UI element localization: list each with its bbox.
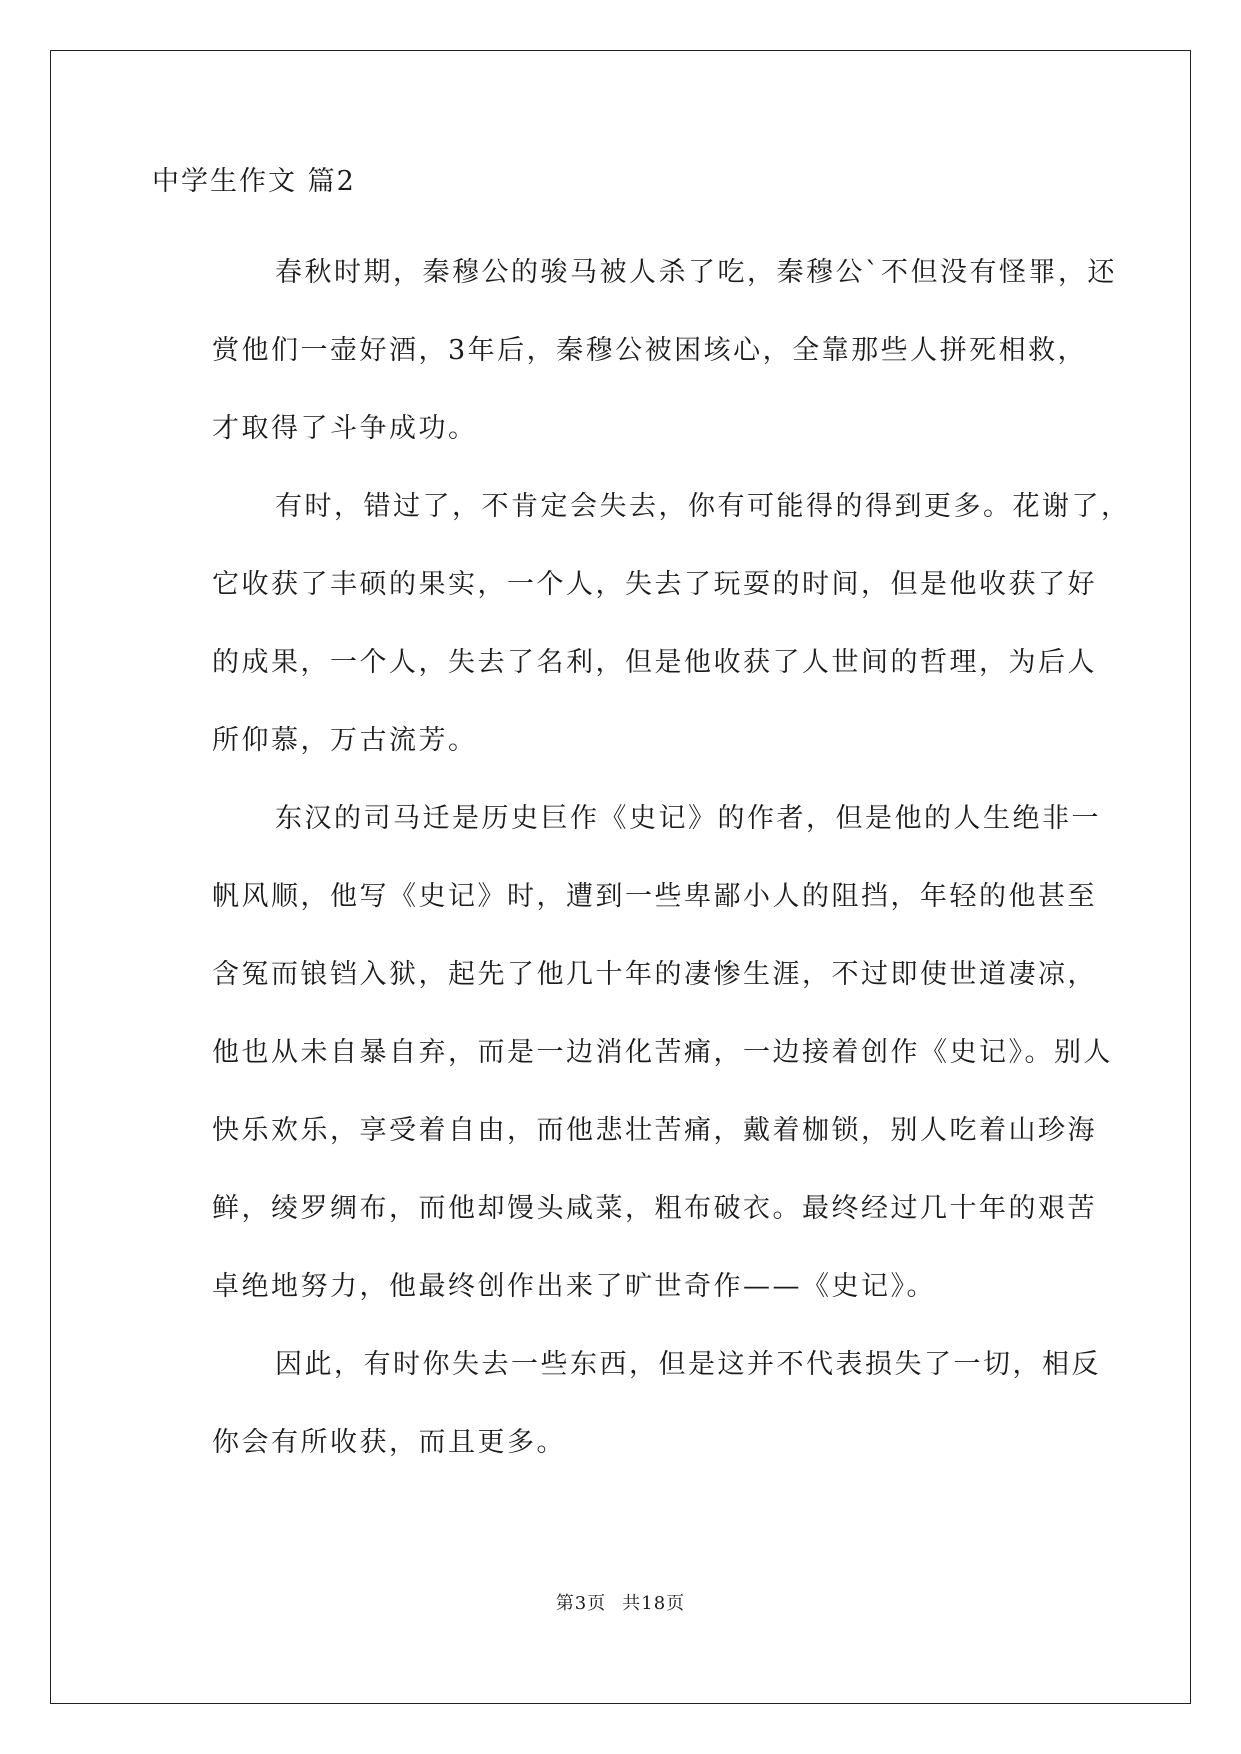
- essay-title: 中学生作文 篇2: [152, 166, 356, 197]
- text-line: 卓绝地努力，他最终创作出来了旷世奇作——《史记》。: [212, 1271, 936, 1302]
- text-line: 东汉的司马迁是历史巨作《史记》的作者，但是他的人生绝非一: [275, 803, 1101, 834]
- page-total: 共18页: [622, 1593, 686, 1614]
- text-line: 含冤而锒铛入狱，起先了他几十年的凄惨生涯，不过即使世道凄凉，: [212, 959, 1097, 990]
- text-line: 他也从未自暴自弃，而是一边消化苦痛，一边接着创作《史记》。别人: [212, 1037, 1113, 1068]
- text-line: 鲜，绫罗绸布，而他却馒头咸菜，粗布破衣。最终经过几十年的艰苦: [212, 1193, 1097, 1224]
- text-line: 才取得了斗争成功。: [212, 413, 478, 444]
- text-line: 的成果，一个人，失去了名利，但是他收获了人世间的哲理，为后人: [212, 647, 1097, 678]
- page-number: 第3页: [555, 1593, 607, 1614]
- paragraph-3: [152, 780, 1113, 1326]
- text-line: 赏他们一壶好酒，3年后，秦穆公被困垓心，全靠那些人拼死相救，: [212, 335, 1088, 366]
- text-line: 所仰慕，万古流芳。: [212, 725, 478, 756]
- text-line: 它收获了丰硕的果实，一个人，失去了玩耍的时间，但是他收获了好: [212, 569, 1097, 600]
- text-line: 帆风顺，他写《史记》时，遭到一些卑鄙小人的阻挡，年轻的他甚至: [212, 881, 1097, 912]
- paragraph-2: [152, 468, 1131, 780]
- text-line: 因此，有时你失去一些东西，但是这并不代表损失了一切，相反: [275, 1349, 1101, 1380]
- text-line: 春秋时期，秦穆公的骏马被人杀了吃，秦穆公`不但没有怪罪，还: [275, 257, 1117, 288]
- text-line: 你会有所收获，而且更多。: [212, 1427, 566, 1458]
- document-body: [152, 162, 1131, 1482]
- text-line: 有时，错过了，不肯定会失去，你有可能得的得到更多。花谢了，: [275, 491, 1131, 522]
- page-footer: [0, 1592, 1241, 1616]
- text-line: 快乐欢乐，享受着自由，而他悲壮苦痛，戴着枷锁，别人吃着山珍海: [212, 1115, 1097, 1146]
- paragraph-1: [152, 234, 1117, 468]
- paragraph-4: [152, 1326, 1101, 1482]
